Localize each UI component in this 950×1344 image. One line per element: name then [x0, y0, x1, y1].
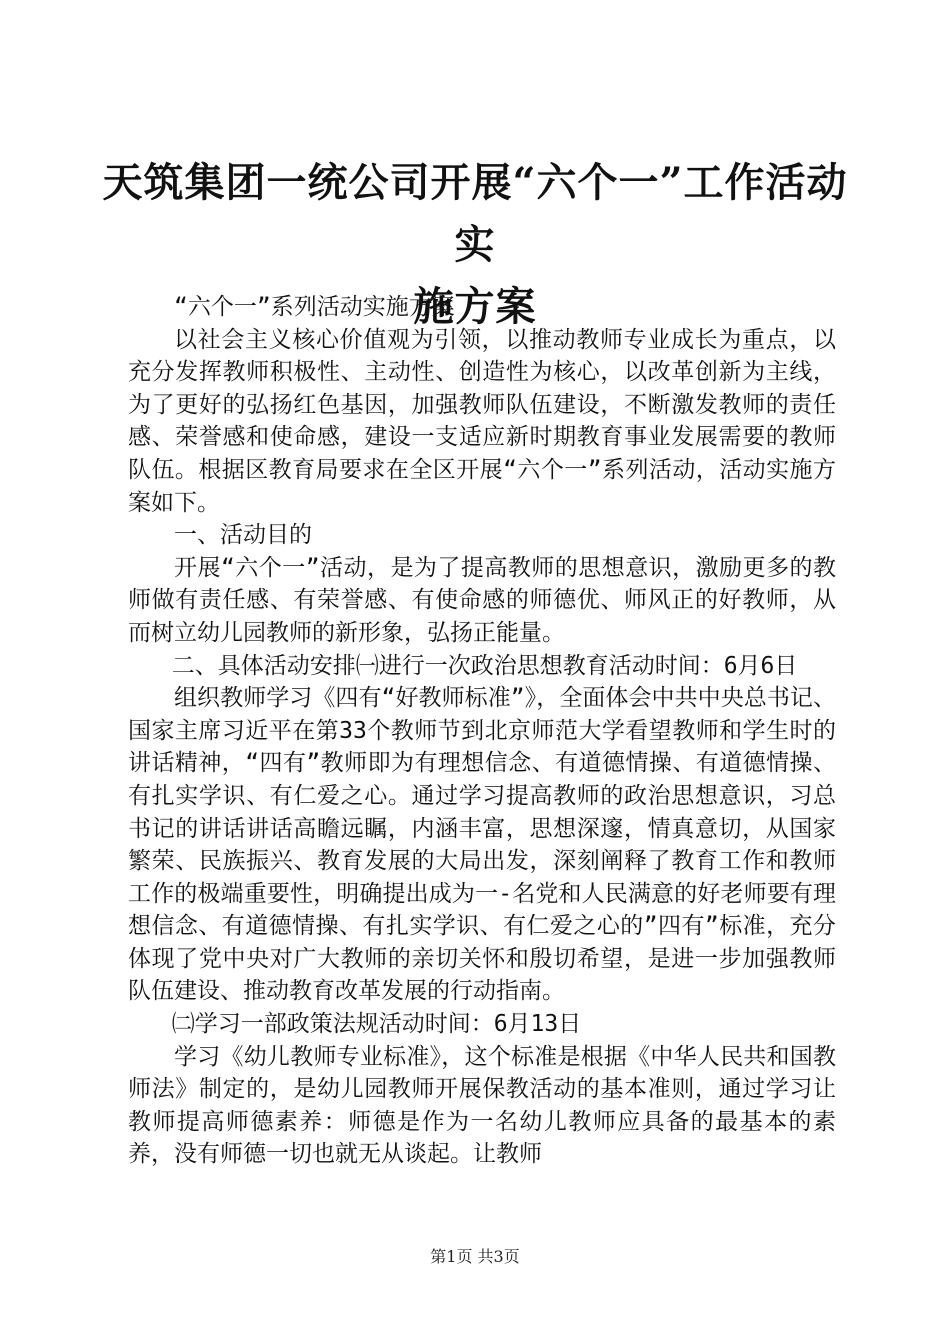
- document-body: [128, 291, 836, 1171]
- title-line-1: 天筑集团一统公司开展“六个一”工作活动实: [102, 159, 848, 268]
- subsection-heading-policy: ㈡学习一部政策法规活动时间：6月13日: [171, 1011, 582, 1038]
- page-footer: 第1页 共3页: [430, 1247, 520, 1266]
- section-heading-purpose: 一、活动目的: [174, 522, 312, 549]
- section-heading-arrangement: 二、具体活动安排㈠进行一次政治思想教育活动时间：6月6日: [171, 652, 798, 679]
- study-paragraph: 组织教师学习《四有“好教师标准”》，全面体会中共中央总书记、国家主席习近平在第33个教师节到北京师范大学看望教师和学生时的讲话精神，“四有”教师即为有理想信念、有道德情操、有道德情操、有扎实学识、有仁爱之心。通过学习提高教师的政治思想意识，习总书记的讲话讲话高瞻远瞩，内涵丰富，思想深邃，情真意切，从国家繁荣、民族振兴、教育发展的大局出发，深刻阐释了教育工作和教师工作的极端重要性，明确提出成为一-名党和人民满意的好老师要有理想信念、有道德情操、有扎实学识、有仁爱之心的”四有”标准，充分体现了党中央对广大教师的亲切关怀和殷切希望，是进一步加强教师队伍建设、推动教育改革发展的行动指南。: [128, 685, 836, 1005]
- policy-paragraph: 学习《幼儿教师专业标准》，这个标准是根据《中华人民共和国教师法》制定的，是幼儿园教师开展保教活动的基本准则，通过学习让教师提高师德素养：师德是作为一名幼儿教师应具备的最基本的素养，没有师德一切也就无从谈起。让教师: [128, 1043, 836, 1168]
- title-line-2: 施方案: [413, 283, 537, 330]
- subtitle-paragraph: “六个一”系列活动实施方案: [174, 294, 455, 320]
- purpose-paragraph: 开展“六个一”活动，是为了提高教师的思想意识，激励更多的教师做有责任感、有荣誉感、有使命感的师德优、师风正的好教师，从而树立幼儿园教师的新形象，弘扬正能量。: [128, 554, 836, 646]
- intro-paragraph: 以社会主义核心价值观为引领，以推动教师专业成长为重点，以充分发挥教师积极性、主动性、创造性为核心，以改革创新为主线，为了更好的弘扬红色基因，加强教师队伍建设，不断激发教师的责任感、荣誉感和使命感，建设一支适应新时期教育事业发展需要的教师队伍。根据区教育局要求在全区开展“六个一”系列活动，活动实施方案如下。: [128, 326, 836, 516]
